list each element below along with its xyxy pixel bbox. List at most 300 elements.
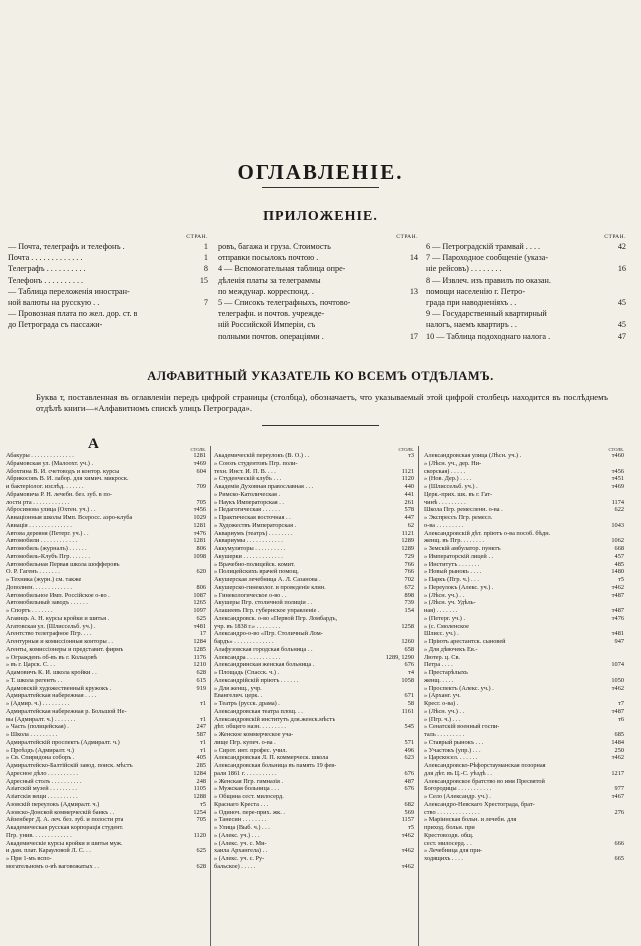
entry-page: 447 xyxy=(404,514,414,521)
entry-text: Крестовоздв. общ. xyxy=(424,831,474,839)
entry-text: Александринская женская больница . xyxy=(214,661,315,669)
entry-page: 1284 xyxy=(193,769,206,777)
index-entry xyxy=(6,646,206,654)
entry-text: » Ставрый рынокъ . . . xyxy=(424,738,484,746)
entry-text: » Площадь (Спасск. ч.) . xyxy=(214,669,280,676)
entry-text: Александровская улица (Лѣсн. уч.) . xyxy=(424,452,522,459)
entry-page xyxy=(622,460,624,468)
entry-text: Адамовскій художественный кружокъ . xyxy=(6,684,112,692)
entry-page xyxy=(412,716,414,724)
entry-text: Акушеры Пгр. столичной полиціи . . xyxy=(214,599,313,607)
index-entry xyxy=(6,770,206,778)
entry-page: т481 xyxy=(193,622,206,630)
entry-text: и дам. плат. Карауловой Л. С. . . xyxy=(6,847,91,855)
entry-page: 8 xyxy=(203,264,208,274)
entry-text: Александровскій институтъ для.женск.мѣстъ xyxy=(214,715,336,723)
index-entry xyxy=(214,661,414,669)
entry-text: Академическій переулокъ (В. О.) . . xyxy=(214,452,310,459)
index-entry xyxy=(6,576,206,584)
entry-page: т1 xyxy=(200,715,206,723)
entry-text: » Улица (Выб. ч.) . . . xyxy=(214,824,270,831)
index-entry xyxy=(6,599,206,607)
index-entry xyxy=(6,522,206,530)
entry-page: 276 xyxy=(614,808,624,816)
index-entry xyxy=(214,568,414,576)
appendix-title: ПРИЛОЖЕНІЕ. xyxy=(263,209,378,224)
index-entry xyxy=(6,863,206,871)
index-entry xyxy=(214,576,414,584)
entry-page xyxy=(622,623,624,631)
entry-page: 739 xyxy=(404,599,414,607)
entry-page xyxy=(622,669,624,677)
index-entry xyxy=(424,801,624,809)
entry-text: Почта . . . . . . . . . . . . . xyxy=(8,253,83,263)
entry-text: ходящихъ . . . . xyxy=(424,855,463,862)
index-column-header: СТОЛБ. xyxy=(398,447,414,452)
entry-text: » Театръ (русск. драма) . xyxy=(214,700,280,707)
index-entry xyxy=(6,708,206,716)
index-entry xyxy=(214,584,414,592)
entry-page xyxy=(624,308,626,319)
entry-page: 1058 xyxy=(401,676,414,684)
index-entry xyxy=(424,816,624,824)
entry-text: града при наводненіяхъ . . xyxy=(426,298,517,308)
entry-page xyxy=(204,491,206,499)
title-rule xyxy=(262,187,379,188)
index-entry xyxy=(214,855,414,863)
entry-page xyxy=(622,723,624,731)
entry-text: телеграфн. и почтов. учрежде- xyxy=(218,309,325,319)
entry-text: » Т. школа регентъ . . xyxy=(6,676,63,684)
entry-page: т1 xyxy=(200,700,206,707)
entry-text: — Таблица переложенія иностран- xyxy=(8,286,130,296)
index-column-1 xyxy=(6,446,206,871)
appendix-entry xyxy=(218,241,418,252)
entry-text: хаила Архангела) . . xyxy=(214,847,268,855)
entry-page: 1281 xyxy=(193,452,206,459)
entry-text: Александрійскій пріютъ . . . . . . xyxy=(214,676,299,684)
entry-text: » въ г. Царск. С. . . xyxy=(6,661,55,669)
entry-page: 1157 xyxy=(401,816,414,824)
entry-page: 14 xyxy=(409,253,418,263)
index-entry xyxy=(424,809,624,817)
entry-page: 16 xyxy=(617,264,626,274)
entry-text: Аквариумъ (театръ) . . . . . . . . xyxy=(214,529,293,537)
entry-text: Богородицы . . . . . . . . . . . xyxy=(424,785,492,793)
entry-page xyxy=(206,286,208,297)
entry-page xyxy=(416,241,418,252)
entry-text: Александровско-Рѣфорстауманская позорная xyxy=(424,762,546,769)
index-entry xyxy=(6,762,206,770)
index-entry xyxy=(214,499,414,507)
index-entry xyxy=(214,638,414,646)
entry-page: 1029 xyxy=(193,514,206,521)
index-entry xyxy=(6,615,206,623)
entry-text: Алашеевъ Пгр. губернское управленіе . xyxy=(214,607,320,614)
index-entry xyxy=(424,646,624,654)
entry-page: 1120 xyxy=(193,831,206,839)
appendix-entry xyxy=(218,319,418,330)
index-entry xyxy=(424,762,624,770)
index-entry xyxy=(214,677,414,685)
entry-page: 676 xyxy=(404,769,414,777)
entry-text: » (Нов. Дер.) . . . . xyxy=(424,475,472,483)
entry-page: 496 xyxy=(404,746,414,754)
entry-page xyxy=(204,692,206,700)
entry-text: дѣленія платы за телеграммы xyxy=(218,275,321,285)
entry-page xyxy=(412,762,414,770)
entry-page: 615 xyxy=(196,676,206,684)
index-column-header: СТОЛБ. xyxy=(190,447,206,452)
index-entry xyxy=(424,468,624,476)
appendix-entry xyxy=(218,308,418,319)
entry-page xyxy=(412,731,414,739)
page-title: ОГЛАВЛЕНІЕ. xyxy=(237,160,404,184)
index-entry xyxy=(6,661,206,669)
entry-page: 1289 xyxy=(401,537,414,545)
entry-page: 1284 xyxy=(193,638,206,645)
entry-page: 1281 xyxy=(193,537,206,545)
entry-text: Автомобиль-Клубъ Пгр. . . . . . . xyxy=(6,552,90,560)
appendix-entry xyxy=(8,241,208,252)
entry-page xyxy=(412,615,414,623)
entry-text: » (Лѣсн. уч.) . . xyxy=(424,707,465,715)
entry-text: Краснаго Креста . . . xyxy=(214,800,269,808)
entry-page: т4 xyxy=(408,669,414,676)
entry-page: 250 xyxy=(614,746,624,754)
entry-page: т6 xyxy=(618,715,624,723)
entry-text: Пгр. унив. . . . . . . . . . . . . xyxy=(6,831,72,839)
index-column-header: СТОЛБ. xyxy=(608,447,624,452)
entry-text: » Престарѣлыхъ xyxy=(424,669,468,676)
entry-text: Автомобили . . . . . . . . . . . . xyxy=(6,537,78,545)
entry-page: 440 xyxy=(404,483,414,490)
appendix-entry xyxy=(8,286,208,297)
appendix-entry xyxy=(426,308,626,319)
index-entry xyxy=(214,468,414,476)
entry-page: т5 xyxy=(618,576,624,583)
entry-page xyxy=(622,491,624,499)
entry-text: » Врачебно-полицейск. комит. xyxy=(214,560,295,568)
entry-text: Абрикосовъ В. И. лабор. для химич. микроск. xyxy=(6,475,129,483)
entry-page: 1105 xyxy=(193,785,206,793)
appendix-entry xyxy=(218,297,418,308)
entry-page: 1087 xyxy=(193,591,206,599)
index-entry xyxy=(6,747,206,755)
entry-page: 441 xyxy=(404,490,414,498)
entry-text: техн. Инст. И. П. В. . . . xyxy=(214,467,276,475)
entry-text: » Участокъ (упр.) . . . xyxy=(424,746,481,754)
entry-page: 248 xyxy=(196,777,206,785)
index-entry xyxy=(214,669,414,677)
entry-text: Александровскій дѣт. пріютъ о-ва пособ. бѣдн. xyxy=(424,529,551,537)
index-entry xyxy=(6,561,206,569)
entry-page: 1098 xyxy=(193,552,206,560)
index-entry xyxy=(424,568,624,576)
entry-text: » Наукъ Императорская . . xyxy=(214,498,284,506)
entry-page: 62 xyxy=(407,521,414,529)
entry-text: » (Адмир. ч.) . . . . . . . . . xyxy=(6,700,70,707)
index-entry xyxy=(214,700,414,708)
entry-text: Аккумуляторы . . . . . . . . . . xyxy=(214,545,286,552)
entry-text: ство . . . . . . . . . . . . . . xyxy=(424,808,480,816)
entry-text: » Часть (полицейская) . xyxy=(6,723,69,731)
entry-text: Автомобильный заводъ . . . . . . xyxy=(6,599,88,607)
index-entry xyxy=(214,592,414,600)
entry-page: 247 xyxy=(196,723,206,731)
entry-text: » Переулокъ (Алекс. уч.) . xyxy=(424,583,494,591)
entry-text: » (Арханг. уч. xyxy=(424,692,461,700)
index-entry xyxy=(6,723,206,731)
entry-text: Азовскій переулокъ (Адмиралт. ч.) xyxy=(6,800,100,808)
appendix-entry xyxy=(218,286,418,297)
entry-page xyxy=(204,840,206,848)
entry-page: 625 xyxy=(196,614,206,622)
entry-page: 729 xyxy=(404,552,414,560)
index-entry xyxy=(424,530,624,538)
entry-text: » Сенатскій военный госпи- xyxy=(424,723,500,731)
entry-page: т5 xyxy=(200,800,206,808)
entry-page: 766 xyxy=(404,568,414,576)
entry-page: т1 xyxy=(200,746,206,754)
entry-text: » Пріютъ арестантск. сыновей xyxy=(424,638,506,645)
appendix-entry xyxy=(8,319,208,330)
entry-text: налогъ, наемъ квартиръ . . xyxy=(426,320,517,330)
entry-page: 1121 xyxy=(401,529,414,537)
entry-page xyxy=(206,308,208,319)
entry-text: ровъ, багажа и груза. Стоимость xyxy=(218,242,331,251)
entry-text: » Огражденъ об-въ въ г. Кольцовѣ xyxy=(6,653,97,661)
index-entry xyxy=(424,522,624,530)
entry-page xyxy=(622,816,624,824)
index-entry xyxy=(424,561,624,569)
entry-page: 806 xyxy=(196,583,206,591)
entry-text: Александровская Л. П. коммерческ. школа xyxy=(214,754,329,762)
index-entry xyxy=(6,669,206,677)
index-entry xyxy=(424,723,624,731)
entry-page: 628 xyxy=(196,669,206,676)
entry-text: » (Алекс. уч. с. Ми- xyxy=(214,839,267,847)
index-note: Буква т, поставленная въ оглавленіи передъ цифрой страницы (столбца), обозначаетъ, что указываемый этой цифрой столбецъ находится въ послѣднемъ отдѣлѣ книги—«Алфавитномъ спискѣ улицъ Петрограда». xyxy=(36,392,608,413)
index-entry xyxy=(424,460,624,468)
index-entry xyxy=(6,801,206,809)
entry-text: Акушерско-гинеколог. и проведеніе клин. xyxy=(214,583,326,591)
entry-text: вы (Адмиралт. ч.) . . . . . . . xyxy=(6,715,76,723)
entry-text: » Танесин . . . . . . . . xyxy=(214,816,267,824)
entry-page: 1265 xyxy=(193,599,206,607)
entry-text: бардъ» . . . . . . . . . . . . . xyxy=(214,638,274,645)
index-entry xyxy=(214,723,414,731)
index-entry xyxy=(6,452,206,460)
entry-page: т460 xyxy=(611,452,624,459)
entry-text: Авиація . . . . . . . . . . . . . . xyxy=(6,521,72,529)
entry-text: » Для женщ., учр. xyxy=(214,684,262,692)
index-entry xyxy=(424,793,624,801)
entry-text: Александровск. о-во «Первой Пгр. Ломбардъ, xyxy=(214,614,338,622)
index-entry xyxy=(6,584,206,592)
entry-page: 682 xyxy=(404,800,414,808)
entry-text: Шлисс. уч.) . xyxy=(424,630,459,638)
entry-text: Абакуры . . . . . . . . . . . . . . xyxy=(6,452,74,459)
index-entry xyxy=(214,824,414,832)
appendix-column-1 xyxy=(8,232,208,331)
entry-text: чинѣ . . . . . . . . . xyxy=(424,498,466,506)
entry-page xyxy=(412,855,414,863)
entry-page: 1480 xyxy=(611,568,624,576)
entry-page xyxy=(206,319,208,330)
index-entry xyxy=(424,669,624,677)
entry-page: 1484 xyxy=(611,738,624,746)
index-entry xyxy=(6,638,206,646)
entry-text: Адресное дѣло . . . . . . . . . . xyxy=(6,769,79,777)
entry-text: Евангелич. церк. . xyxy=(214,692,263,700)
entry-text: » Женская Пгр. гимназія . xyxy=(214,777,284,785)
entry-page: 1285 xyxy=(193,645,206,653)
entry-page xyxy=(622,824,624,832)
appendix-entry xyxy=(8,308,208,319)
entry-page: 1043 xyxy=(611,521,624,529)
index-entry xyxy=(6,855,206,863)
entry-page: 578 xyxy=(404,506,414,514)
index-entry xyxy=(424,692,624,700)
entry-page: т456 xyxy=(611,467,624,475)
index-title: АЛФАВИТНЫЙ УКАЗАТЕЛЬ КО ВСЕМЪ ОТДѢЛАМЪ. xyxy=(147,369,494,383)
entry-text: Агатовская ул. (Шлиссельб. уч.) . xyxy=(6,622,96,630)
entry-page: 658 xyxy=(404,645,414,653)
entry-page: 977 xyxy=(614,785,624,793)
appendix-entry xyxy=(426,319,626,330)
entry-text: Александровская больница въ память 19 фев- xyxy=(214,762,337,769)
index-entry xyxy=(424,499,624,507)
entry-text: приход. больн. при xyxy=(424,824,475,831)
entry-page: 919 xyxy=(196,684,206,692)
index-entry xyxy=(6,739,206,747)
entry-page: 1 xyxy=(203,242,208,251)
appendix-entry xyxy=(426,331,626,342)
index-entry xyxy=(424,623,624,631)
index-entry xyxy=(424,785,624,793)
entry-text: » Императорскій лицей . . xyxy=(424,552,494,560)
index-column-2 xyxy=(214,446,414,871)
entry-page: 1289 xyxy=(401,545,414,552)
entry-text: могательномъ о-вѣ ваговожатых . . xyxy=(6,862,99,870)
entry-text: Азовско-Донской коммерческій банкъ . . xyxy=(6,808,115,816)
entry-text: » (Алекс. уч. с. Ру- xyxy=(214,855,265,862)
entry-page xyxy=(416,319,418,330)
index-entry xyxy=(6,475,206,483)
entry-text: женщ. въ Пгр. . . . . . . . xyxy=(424,537,484,545)
index-entry xyxy=(214,607,414,615)
index-entry xyxy=(214,491,414,499)
entry-text: Александровское братство во имя Пресвятой xyxy=(424,777,545,785)
index-entry xyxy=(6,692,206,700)
entry-text: Азіатскій музей . . . . . . . . . xyxy=(6,785,77,793)
entry-page: т462 xyxy=(611,583,624,591)
index-entry xyxy=(214,778,414,786)
entry-text: Автомобиль (журналъ) . . . . . . xyxy=(6,545,87,552)
appendix-column-2 xyxy=(218,232,418,342)
index-entry xyxy=(214,716,414,724)
appendix-column-header: СТРАН. xyxy=(186,234,208,240)
entry-text: » Мужская больница . . . xyxy=(214,785,280,793)
entry-page: 545 xyxy=(404,723,414,731)
entry-page: т451 xyxy=(611,475,624,483)
entry-text: Адмиралтейскій проспектъ (Адмиралт. ч.) xyxy=(6,738,120,746)
entry-text: Адмиралтейская набережная . . . . xyxy=(6,692,97,700)
entry-page: 705 xyxy=(196,498,206,506)
index-column-3 xyxy=(424,446,624,863)
entry-text: для дѣт. въ Ц.-С. уѣздѣ . . xyxy=(424,769,492,777)
entry-text: бальское) . . . . . xyxy=(214,862,256,870)
entry-text: » Спортъ . . . . . . . xyxy=(6,607,53,614)
appendix-entry xyxy=(426,275,626,286)
entry-page: 587 xyxy=(196,731,206,738)
index-entry xyxy=(424,677,624,685)
entry-text: Азіатскія вещи . . . . . . . . . . xyxy=(6,793,78,800)
entry-page xyxy=(622,762,624,770)
index-entry xyxy=(424,731,624,739)
entry-page: 1176 xyxy=(193,653,206,661)
entry-text: лости рта . . . . . . . . . . . . xyxy=(6,498,70,506)
entry-page: 261 xyxy=(404,498,414,506)
appendix-entry xyxy=(218,275,418,286)
entry-page: 806 xyxy=(196,545,206,552)
index-entry xyxy=(214,731,414,739)
entry-text: » (Шлиссельб. уч.) . xyxy=(424,483,478,490)
entry-text: Церк.-прих. шк. въ г. Гат- xyxy=(424,490,493,498)
entry-text: Адмиралтейско-Балтійскій завод. поиск. мѣстъ xyxy=(6,762,133,769)
entry-text: Петра . . . . xyxy=(424,661,453,669)
index-entry xyxy=(424,770,624,778)
entry-page: 45 xyxy=(617,320,626,330)
entry-text: Телеграфъ . . . . . . . . . . xyxy=(8,264,86,274)
entry-page: 947 xyxy=(614,638,624,645)
entry-text: » Гинекологическое о-во . . xyxy=(214,591,287,599)
entry-page: 622 xyxy=(614,506,624,514)
entry-page: 405 xyxy=(196,754,206,762)
entry-text: » Техника (журн.) см. также xyxy=(6,576,82,583)
index-entry xyxy=(214,762,414,770)
entry-text: » (с. Смоленское xyxy=(424,622,469,630)
entry-text: » Новый рынокъ . . . . xyxy=(424,568,482,576)
entry-page: т456 xyxy=(193,506,206,514)
entry-page: т3 xyxy=(408,452,414,459)
entry-text: Александро-о-во «Пгр. Столичный Лом- xyxy=(214,630,323,638)
index-entry xyxy=(424,824,624,832)
index-entry xyxy=(214,847,414,855)
index-entry xyxy=(214,793,414,801)
entry-page: 571 xyxy=(404,738,414,746)
appendix-entry xyxy=(218,263,418,274)
entry-page: 1161 xyxy=(401,707,414,715)
index-entry xyxy=(214,506,414,514)
entry-text: Агентурныя и комиссіонныя конторы . . xyxy=(6,638,113,645)
entry-text: » Село (Александр. уч.) . xyxy=(424,793,491,800)
entry-text: и бактеріолог. изслѣд. . . . . . . xyxy=(6,483,84,490)
entry-text: » Практическая восточная . . xyxy=(214,514,291,521)
index-entry xyxy=(6,530,206,538)
index-entry xyxy=(214,708,414,716)
entry-page: 485 xyxy=(614,560,624,568)
entry-text: » Для дѣвочекъ Ев.- xyxy=(424,645,478,653)
appendix-entry xyxy=(218,252,418,263)
entry-page xyxy=(622,832,624,840)
entry-text: 9 — Государственный квартирный xyxy=(426,309,547,319)
entry-text: » Проѣздъ (Адмиралт. ч.) xyxy=(6,746,75,754)
index-entry xyxy=(214,785,414,793)
entry-page: т462 xyxy=(401,847,414,855)
entry-text: » Сирот. инт. профес. учил. xyxy=(214,746,288,754)
